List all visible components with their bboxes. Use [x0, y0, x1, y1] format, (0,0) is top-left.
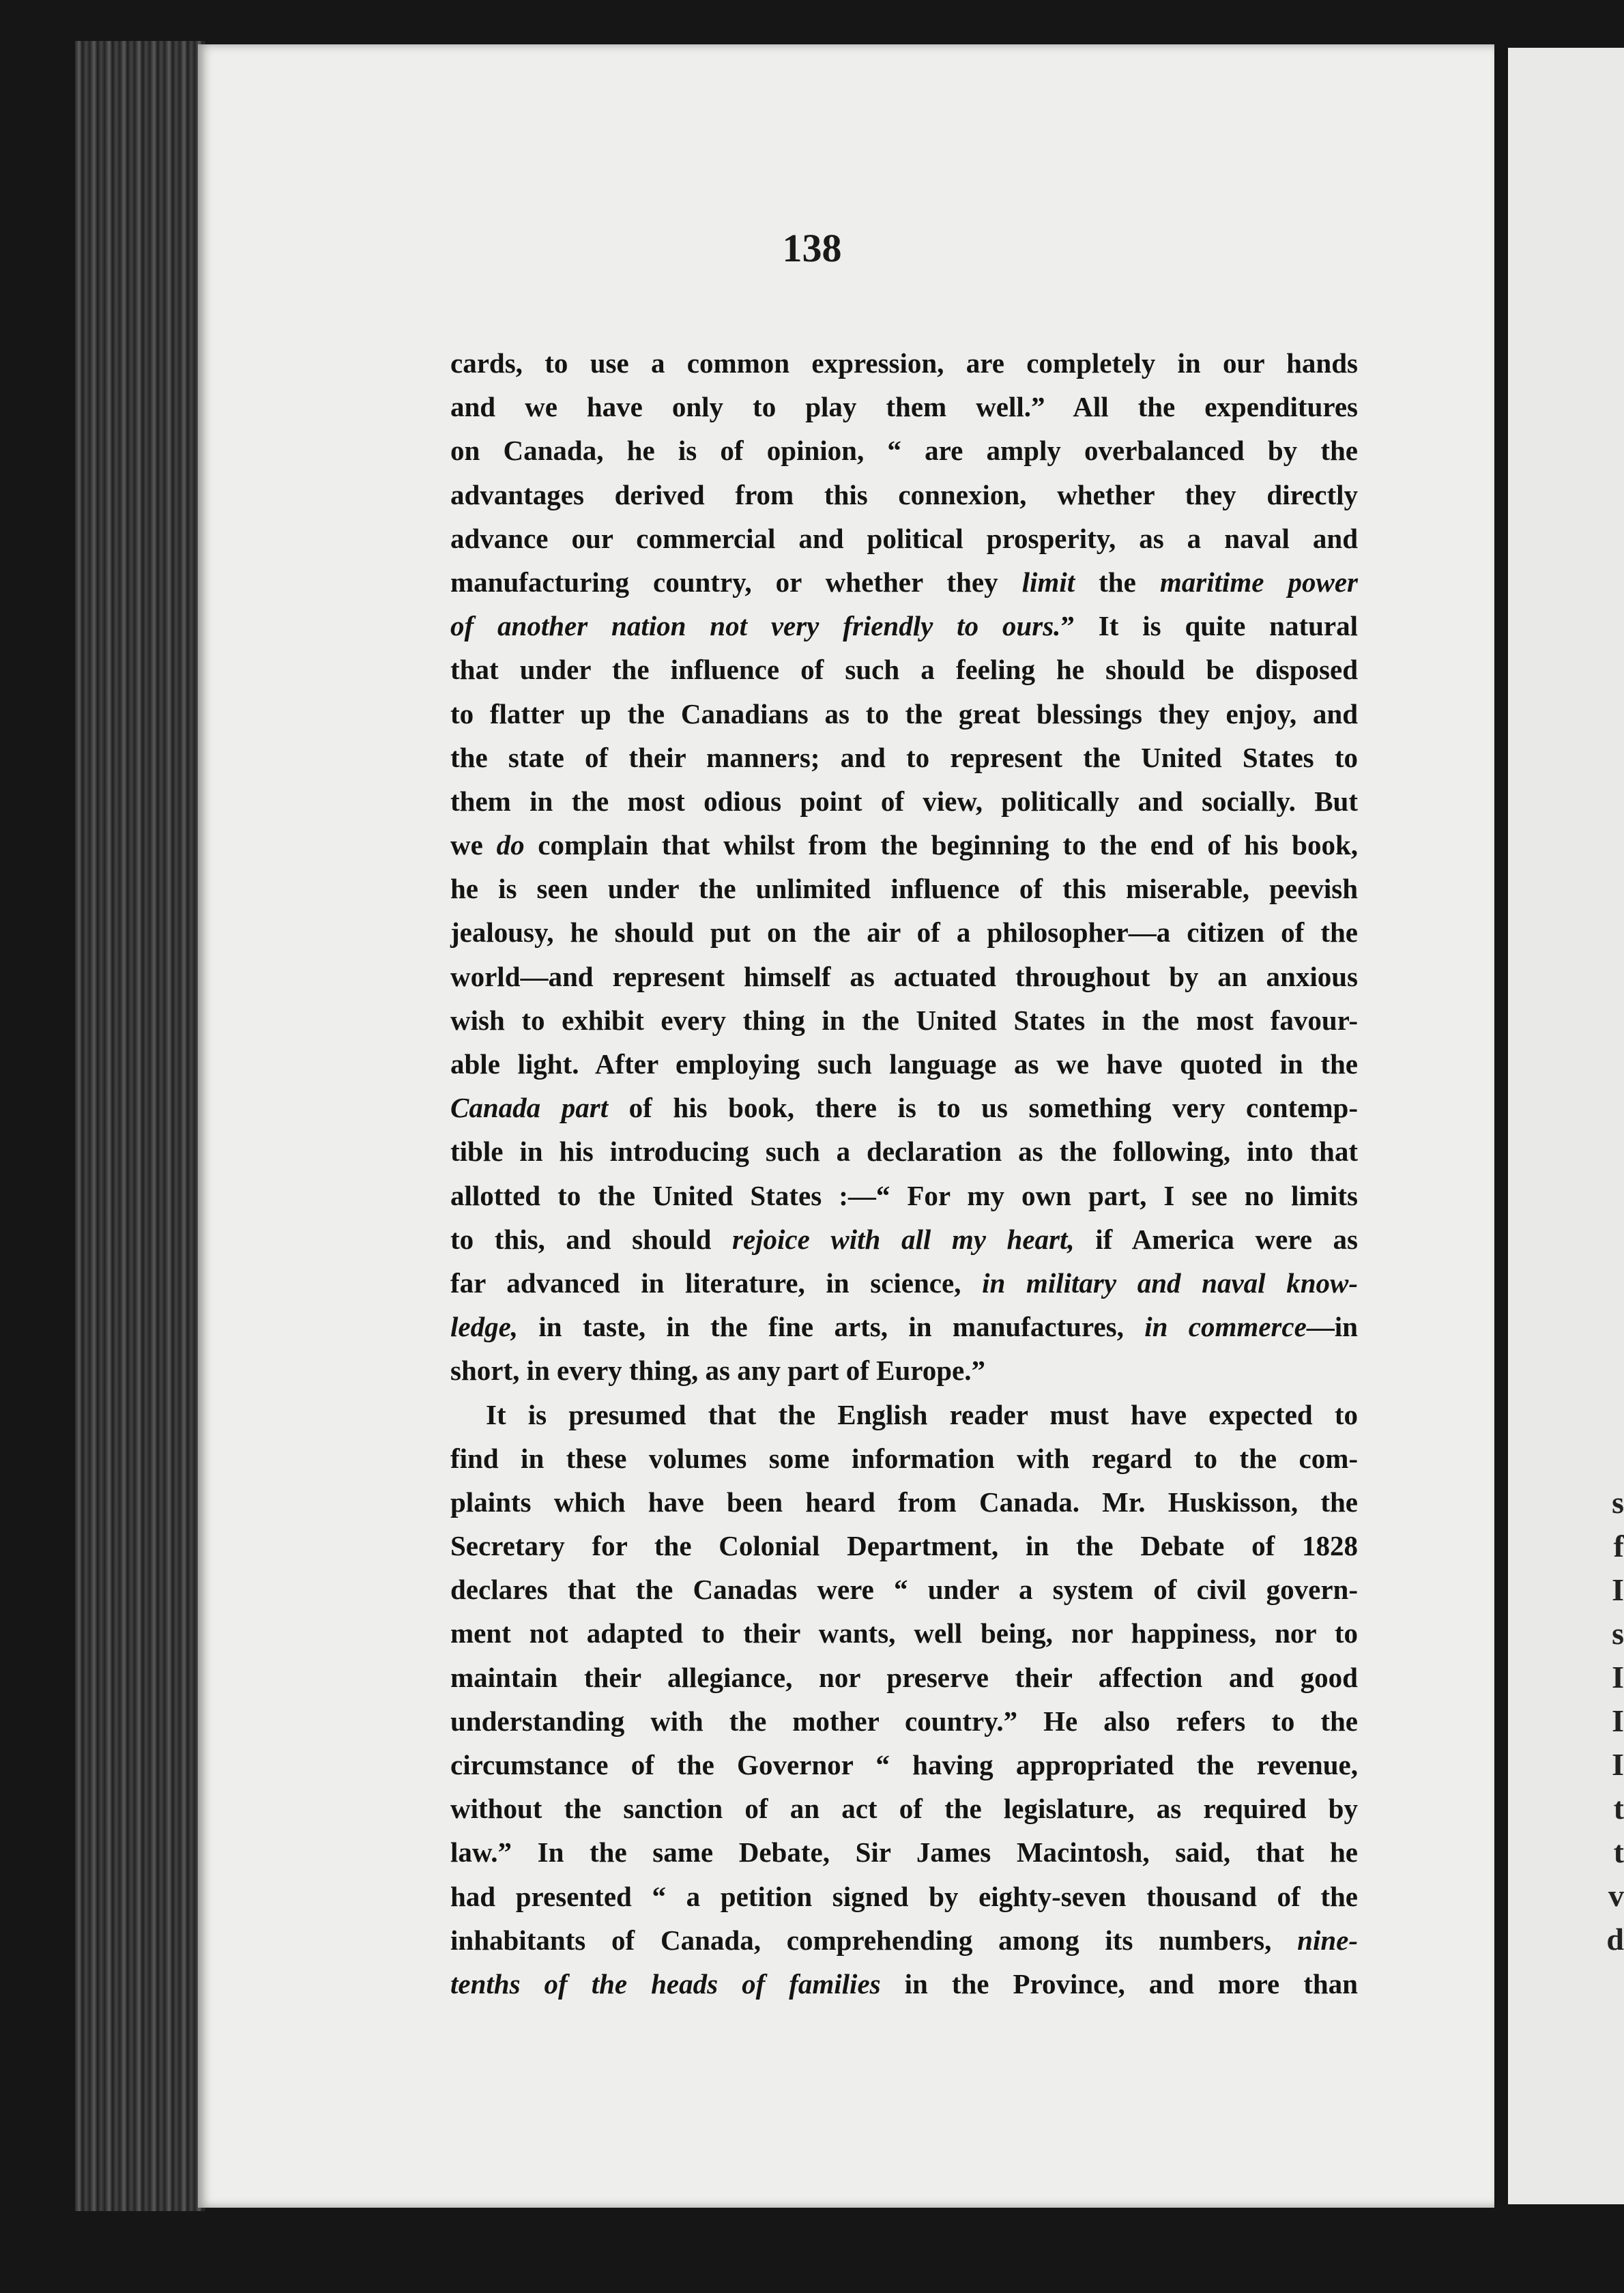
text-line — [450, 1349, 1358, 1392]
text-line — [450, 1611, 1358, 1655]
text-line — [450, 1875, 1358, 1918]
body-text — [450, 341, 1358, 2006]
text-span: It is presumed that the English reader must have expected to — [486, 1398, 1358, 1430]
text-span: to this, and should — [450, 1223, 732, 1255]
italic-text: ledge, — [450, 1311, 519, 1343]
edge-letter: v — [1608, 1878, 1624, 1913]
text-line — [450, 1480, 1358, 1524]
text-span: maintain their allegiance, nor preserve their affection and good — [450, 1661, 1358, 1693]
text-span: to flatter up the Canadians as to the great blessings they enjoy, and — [450, 697, 1358, 730]
edge-letter: I — [1612, 1703, 1624, 1738]
text-line — [450, 910, 1358, 954]
text-line — [450, 648, 1358, 691]
italic-text: in commerce — [1144, 1311, 1307, 1343]
text-line — [450, 1393, 1358, 1437]
text-line — [450, 1129, 1358, 1173]
text-line — [450, 1437, 1358, 1480]
text-span: inhabitants of Canada, comprehending among its numbers, — [450, 1924, 1298, 1956]
text-span: the — [1075, 566, 1160, 598]
page-gutter — [1494, 48, 1508, 2204]
text-span: tible in his introducing such a declaration as the following, into that — [450, 1136, 1358, 1168]
edge-letter: s — [1612, 1485, 1624, 1520]
text-span: in taste, in the fine arts, in manufactures, — [518, 1311, 1145, 1343]
text-span: cards, to use a common expression, are completely in our hands — [450, 347, 1358, 379]
text-line — [450, 1656, 1358, 1699]
text-line — [450, 823, 1358, 867]
italic-text: rejoice with all my heart, — [731, 1223, 1075, 1255]
text-line — [450, 1743, 1358, 1787]
text-span: that under the influence of such a feeling he should be disposed — [450, 654, 1358, 686]
text-span: he is seen under the unlimited influence of this miserable, peevish — [450, 873, 1358, 905]
text-line — [450, 1305, 1358, 1349]
text-span: advantages derived from this connexion, whether they directly — [450, 478, 1358, 510]
text-line — [450, 1962, 1358, 2006]
italic-text: do — [496, 829, 525, 861]
text-span: and we have only to play them well.” All the expenditures — [450, 391, 1358, 423]
text-span: circumstance of the Governor “ having appropriated the revenue, — [450, 1749, 1358, 1780]
text-line — [450, 955, 1358, 998]
edge-letter: I — [1612, 1660, 1624, 1694]
text-span: ment not adapted to their wants, well being, nor happiness, nor to — [450, 1617, 1358, 1649]
text-span: in the Province, and more than — [880, 1967, 1358, 2000]
text-line — [450, 517, 1358, 560]
text-line — [450, 736, 1358, 779]
text-line — [450, 1042, 1358, 1086]
text-span: if America were as — [1074, 1223, 1358, 1255]
text-line — [450, 1524, 1358, 1568]
text-span: the state of their manners; and to represent the United States to — [450, 741, 1358, 773]
text-span: jealousy, he should put on the air of a philosopher—a citizen of the — [450, 917, 1358, 949]
text-line — [450, 779, 1358, 823]
text-span: law.” In the same Debate, Sir James Macintosh, said, that he — [450, 1836, 1358, 1869]
text-span: we — [450, 829, 497, 861]
text-span: understanding with the mother country.” He also refers to the — [450, 1705, 1358, 1737]
text-line — [450, 473, 1358, 517]
italic-text: tenths of the heads of families — [450, 1967, 881, 2000]
italic-text: in military and naval know- — [982, 1267, 1358, 1299]
text-line — [450, 1086, 1358, 1129]
text-span: without the sanction of an act of the legislature, as required by — [450, 1793, 1358, 1825]
text-span: plaints which have been heard from Canada. Mr. Huskisson, the — [450, 1486, 1358, 1518]
text-span: able light. After employing such language as we have quoted in the — [450, 1048, 1358, 1080]
text-line — [450, 429, 1358, 472]
text-span: of his book, there is to us something very contemp- — [608, 1092, 1358, 1124]
text-line — [450, 1568, 1358, 1611]
text-span: find in these volumes some information with regard to the com- — [450, 1442, 1358, 1474]
text-span: advance our commercial and political prosperity, as a naval and — [450, 522, 1358, 554]
text-span: —in — [1306, 1311, 1358, 1343]
text-span: on Canada, he is of opinion, “ are amply overbalanced by the — [450, 435, 1358, 467]
text-span: short, in every thing, as any part of Europe.” — [450, 1355, 985, 1387]
text-line — [450, 1787, 1358, 1830]
italic-text: limit — [1021, 566, 1075, 598]
text-span: wish to exhibit every thing in the United States in the most favour- — [450, 1004, 1358, 1036]
italic-text: of another nation not very friendly to ours. — [450, 610, 1061, 642]
edge-letter: f — [1613, 1529, 1624, 1563]
text-line — [450, 385, 1358, 429]
text-line — [450, 604, 1358, 648]
text-line — [450, 998, 1358, 1042]
text-span: far advanced in literature, in science, — [450, 1267, 983, 1299]
book-binding-edge — [75, 41, 205, 2211]
text-line — [450, 867, 1358, 910]
text-line — [450, 1918, 1358, 1962]
text-span: ” It is quite natural — [1060, 610, 1358, 642]
text-span: Secretary for the Colonial Department, in the Debate of 1828 — [450, 1530, 1358, 1562]
edge-letter: I — [1612, 1572, 1624, 1607]
text-line — [450, 341, 1358, 385]
italic-text: Canada part — [450, 1092, 609, 1124]
edge-letter: I — [1612, 1747, 1624, 1782]
text-line — [450, 1174, 1358, 1217]
italic-text: maritime power — [1159, 566, 1359, 598]
text-span: world—and represent himself as actuated throughout by an anxious — [450, 960, 1358, 992]
text-line — [450, 1261, 1358, 1305]
text-line — [450, 1830, 1358, 1874]
italic-text: nine- — [1297, 1924, 1358, 1956]
text-span: declares that the Canadas were “ under a system of civil govern- — [450, 1574, 1358, 1606]
page-number: 138 — [782, 226, 842, 270]
text-span: complain that whilst from the beginning to the end of his book, — [524, 829, 1358, 861]
edge-letter: d — [1606, 1922, 1624, 1957]
text-line — [450, 1217, 1358, 1261]
text-line — [450, 692, 1358, 736]
text-span: manufacturing country, or whether they — [450, 566, 1022, 598]
text-span: them in the most odious point of view, politically and socially. But — [450, 785, 1358, 817]
edge-letter: s — [1612, 1616, 1624, 1651]
facing-page-letters — [1604, 1481, 1624, 1961]
edge-letter: t — [1613, 1834, 1624, 1869]
text-span: allotted to the United States :—“ For my own part, I see no limits — [450, 1179, 1358, 1211]
text-line — [450, 560, 1358, 604]
text-line — [450, 1699, 1358, 1743]
text-span: had presented “ a petition signed by eighty-seven thousand of the — [450, 1880, 1358, 1912]
edge-letter: t — [1613, 1791, 1624, 1826]
